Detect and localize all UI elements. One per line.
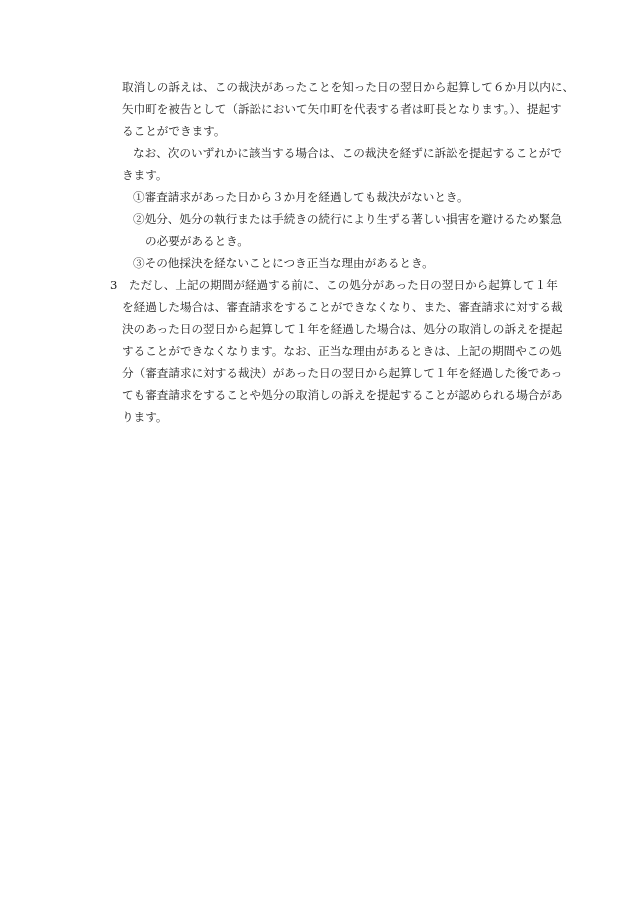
list-item-3: ③その他採決を経ないことにつき正当な理由があるとき。: [133, 256, 434, 270]
body-text-line: 矢巾町を被告として（訴訟において矢巾町を代表する者は町長となります。）、提起す: [122, 102, 562, 116]
list-item-1: ①審査請求があった日から３か月を経過しても裁決がないとき。: [133, 190, 469, 204]
body-text-line: 取消しの訴えは、この裁決があったことを知った日の翌日から起算して６か月以内に、: [122, 80, 575, 94]
body-text-line: ることができます。: [122, 124, 226, 138]
body-text-line: することができなくなります。なお、正当な理由があるときは、上記の期間やこの処: [122, 344, 562, 358]
section-3-text-line: 3 ただし、上記の期間が経過する前に、この処分があった日の翌日から起算して１年: [110, 278, 558, 292]
body-text-line: を経過した場合は、審査請求をすることができなくなり、また、審査請求に対する裁: [122, 300, 563, 314]
list-item-2: ②処分、処分の執行または手続きの続行により生ずる著しい損害を避けるため緊急: [133, 212, 562, 226]
body-text-line: なお、次のいずれかに該当する場合は、この裁決を経ずに訴訟を提起することがで: [133, 146, 562, 160]
body-text-line: 決のあった日の翌日から起算して１年を経過した場合は、処分の取消しの訴えを提起: [122, 322, 563, 336]
body-text-line: 分（審査請求に対する裁決）があった日の翌日から起算して１年を経過した後であっ: [122, 366, 563, 380]
body-text-line: ります。: [122, 410, 168, 424]
list-item-2-continuation: の必要があるとき。: [145, 234, 249, 248]
body-text-line: きます。: [122, 168, 168, 182]
body-text-line: ても審査請求をすることや処分の取消しの訴えを提起することが認められる場合があ: [122, 388, 563, 402]
